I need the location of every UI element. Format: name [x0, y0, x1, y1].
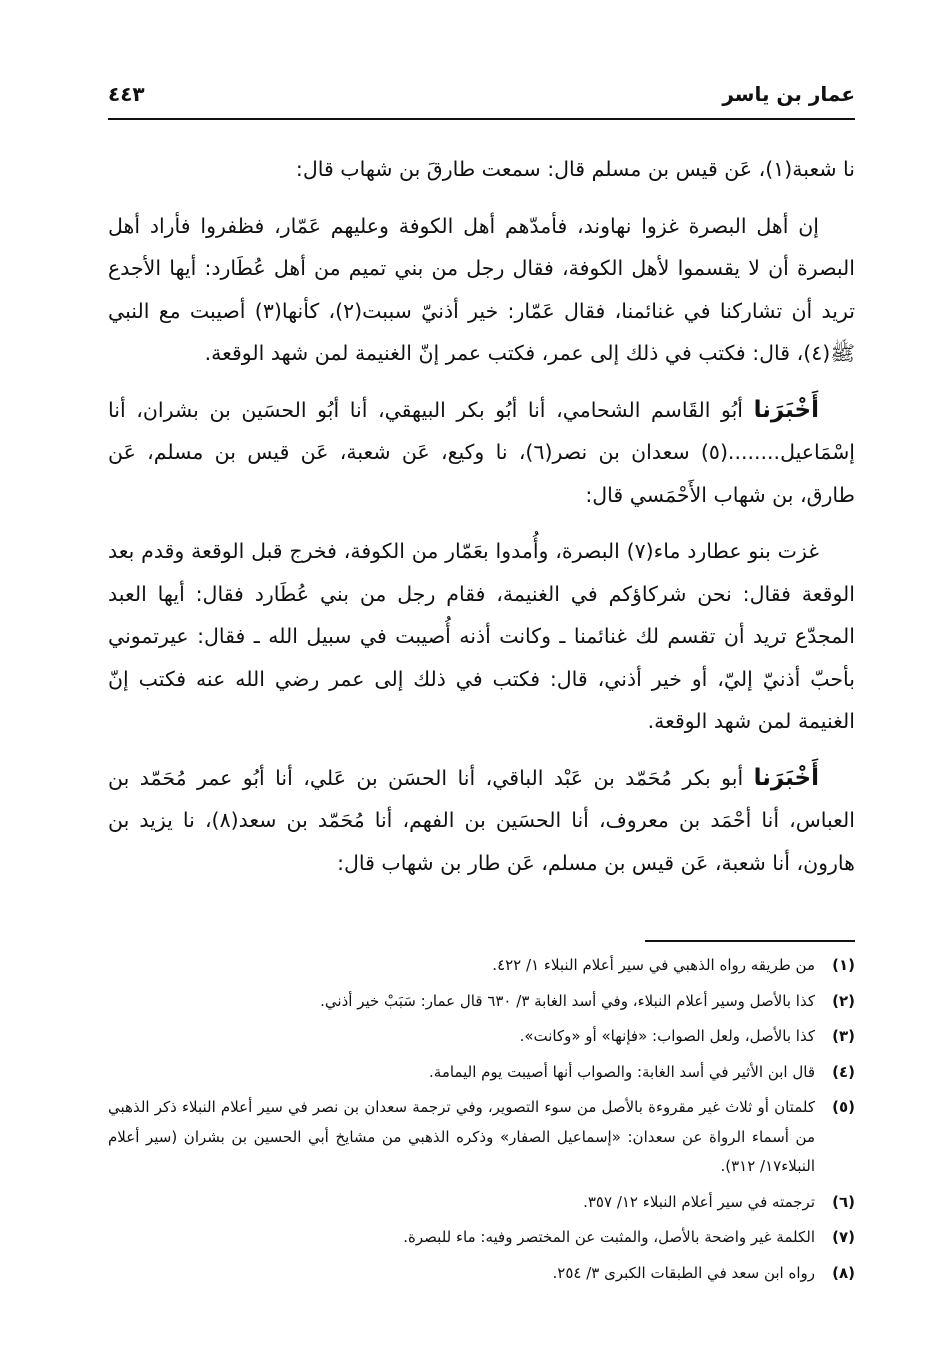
footnote-text: الكلمة غير واضحة بالأصل، والمثبت عن المختصر وفيه: ماء للبصرة.	[403, 1228, 815, 1246]
footnote-item	[108, 1093, 855, 1182]
footnote-item	[108, 951, 855, 981]
footnote-item	[108, 987, 855, 1017]
footnote-number: (٢)	[832, 991, 855, 1010]
footnote-separator	[645, 940, 855, 942]
footnote-item	[108, 1259, 855, 1289]
footnote-number: (٦)	[832, 1192, 855, 1211]
footnote-text: قال ابن الأثير في أسد الغابة: والصواب أنها أصيبت يوم اليمامة.	[429, 1062, 815, 1081]
footnote-item	[108, 1188, 855, 1218]
paragraph-2: إن أهل البصرة غزوا نهاوند، فأمدّهم أهل الكوفة وعليهم عَمّار، فظفروا فأراد أهل البصرة أن لا يقسموا لأهل الكوفة، فقال رجل من بني تميم من أهل عُطَارد: أيها الأجدع تريد أن تشاركنا في غنائمنا، فقال عَمّار: خير أذنيّ سببت(٢)، كأنها(٣) أصيبت مع النبي ﷺ(٤)، قال: فكتب في ذلك إلى عمر، فكتب عمر إنّ الغنيمة لمن شهد الوقعة.	[108, 213, 855, 365]
footnote-text: كذا بالأصل، ولعل الصواب: «فإنها» أو «وكانت».	[519, 1027, 815, 1045]
header-rule	[108, 118, 855, 120]
paragraph-5-text: أبو بكر مُحَمّد بن عَبْد الباقي، أنا الحسَن بن عَلي، أنا أبُو عمر مُحَمّد بن العباس، أنا أحْمَد بن معروف، أنا الحسَين بن الفهم، أنا مُحَمّد بن سعد(٨)، نا يزيد بن هارون، أنا شعبة، عَن قيس بن مسلم، عَن طار بن شهاب قال:	[108, 765, 855, 875]
paragraph-3-text: أبُو القَاسم الشحامي، أنا أبُو بكر البيهقي، أنا أبُو الحسَين بن بشران، أنا إسْمَاعيل........(٥) سعدان بن نصر(٦)، نا وكيع، عَن شعبة، عَن قيس بن مسلم، عَن طارق، بن شهاب الأَحْمَسي قال:	[108, 397, 855, 507]
paragraph-5	[108, 757, 855, 885]
footnote-number: (١)	[832, 956, 855, 974]
footnote-item	[108, 1058, 855, 1088]
footnote-text: كلمتان أو ثلاث غير مقروءة بالأصل من سوء التصوير، وفي ترجمة سعدان بن نصر في سير أعلام النبلاء ذكر الذهبي من أسماء الرواة عن سعدان: «إسماعيل الصفار» وذكره الذهبي من مشايخ أبي الحسين بن بشران (سير أعلام النبلاء١٧/ ٣١٢).	[108, 1098, 815, 1175]
footnote-number: (٣)	[832, 1027, 855, 1045]
footnote-text: من طريقه رواه الذهبي في سير أعلام النبلاء ١/ ٤٢٢.	[492, 956, 815, 974]
footnote-text: ترجمته في سير أعلام النبلاء ١٢/ ٣٥٧.	[583, 1192, 815, 1211]
main-text	[108, 148, 855, 898]
paragraph-1: نا شعبة(١)، عَن قيس بن مسلم قال: سمعت طارقَ بن شهاب قال:	[295, 157, 855, 181]
footnote-item	[108, 1223, 855, 1253]
running-header	[108, 78, 855, 114]
footnote-text: كذا بالأصل وسير أعلام النبلاء، وفي أسد الغابة ٣/ ٦٣٠ قال عمار: سَبَبْ خير أذني.	[320, 991, 815, 1010]
footnotes-list	[108, 951, 855, 1294]
akhbarana-lead: أَخْبَرَنا	[753, 764, 819, 791]
footnote-number: (٤)	[832, 1062, 855, 1081]
footnote-number: (٨)	[832, 1263, 855, 1282]
paragraph-3	[108, 389, 855, 517]
footnote-number: (٧)	[832, 1228, 855, 1246]
footnote-text: رواه ابن سعد في الطبقات الكبرى ٣/ ٢٥٤.	[552, 1263, 815, 1282]
page-number: ٤٤٣	[108, 82, 145, 106]
akhbarana-lead: أَخْبَرَنا	[753, 396, 819, 423]
footnote-item	[108, 1022, 855, 1052]
paragraph-4: غزت بنو عطارد ماء(٧) البصرة، وأُمدوا بعَمّار من الكوفة، فخرج قبل الوقعة وقدم بعد الوقعة فقال: نحن شركاؤكم في الغنيمة، فقام رجل من بني عُطَارد فقال: أيها العبد المجدّع تريد أن تقسم لك غنائمنا ـ وكانت أذنه أُصيبت في سبيل الله ـ فقال: عيرتموني بأحبّ أذنيّ إليّ، أو خير أذني، قال: فكتب في ذلك إلى عمر رضي الله عنه فكتب إنّ الغنيمة لمن شهد الوقعة.	[108, 539, 855, 733]
footnote-number: (٥)	[832, 1098, 855, 1116]
running-title: عمار بن ياسر	[722, 82, 855, 106]
